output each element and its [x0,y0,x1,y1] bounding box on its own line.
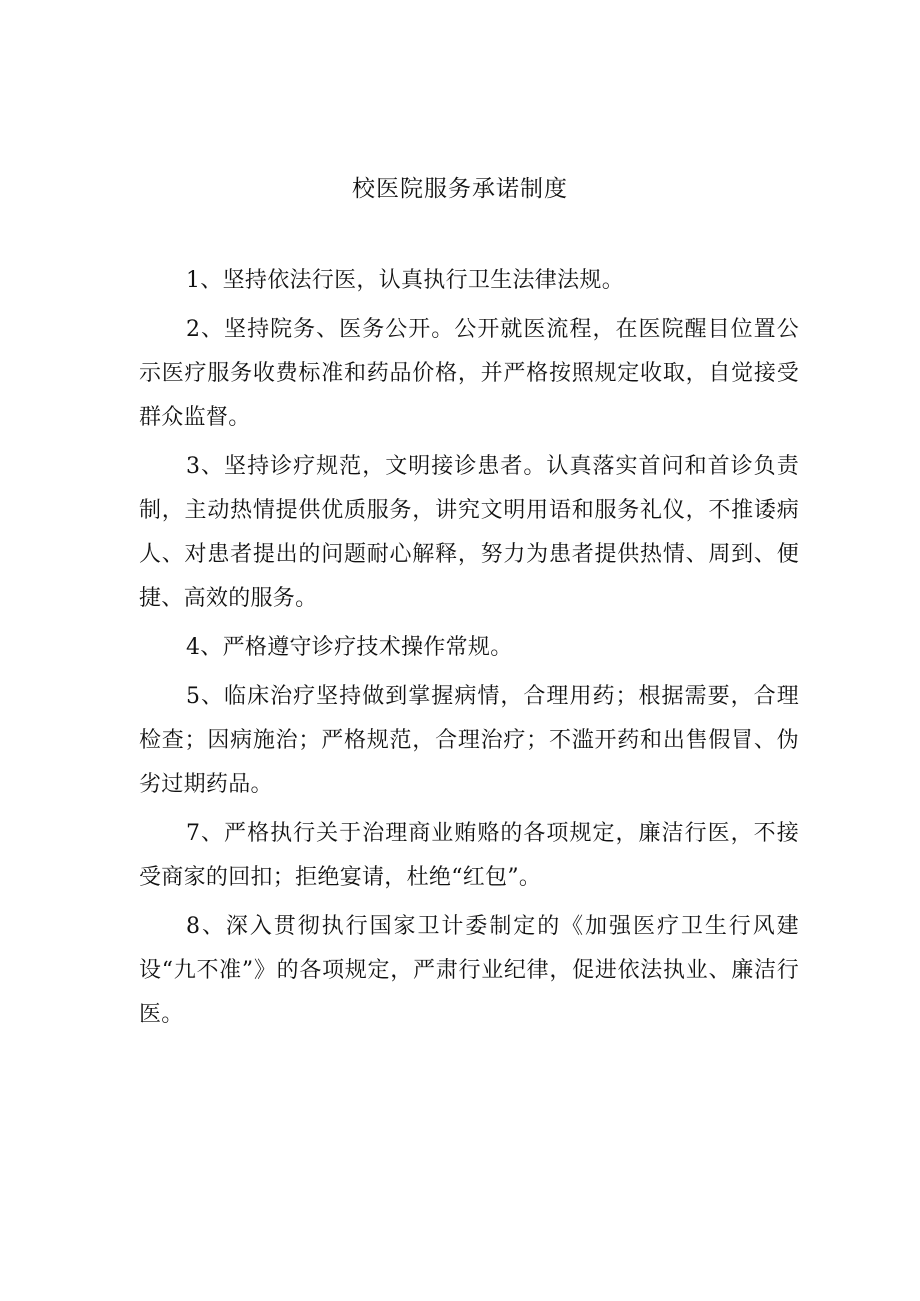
paragraph-2: 2、坚持院务、医务公开。公开就医流程，在医院醒目位置公示医疗服务收费标准和药品价格，并严格按照规定收取，自觉接受群众监督。 [139,317,799,430]
paragraph-7: 7、严格执行关于治理商业贿赂的各项规定，廉洁行医，不接受商家的回扣；拒绝宴请，杜绝“红包”。 [139,821,799,890]
paragraph-5: 5、临床治疗坚持做到掌握病情，合理用药；根据需要，合理检查；因病施治；严格规范，合理治疗；不滥开药和出售假冒、伪劣过期药品。 [139,684,799,797]
document-title: 校医院服务承诺制度 [352,176,568,202]
document-body [139,259,799,1042]
paragraph-1: 1、坚持依法行医，认真执行卫生法律法规。 [186,268,624,293]
paragraph-8: 8、深入贯彻执行国家卫计委制定的《加强医疗卫生行风建设“九不准”》的各项规定，严肃行业纪律，促进依法执业、廉洁行医。 [139,914,799,1027]
paragraph-4: 4、严格遵守诊疗技术操作常规。 [186,635,513,660]
paragraph-3: 3、坚持诊疗规范，文明接诊患者。认真落实首问和首诊负责制，主动热情提供优质服务，讲究文明用语和服务礼仪，不推诿病人、对患者提出的问题耐心解释，努力为患者提供热情、周到、便捷、高效的服务。 [139,454,799,611]
